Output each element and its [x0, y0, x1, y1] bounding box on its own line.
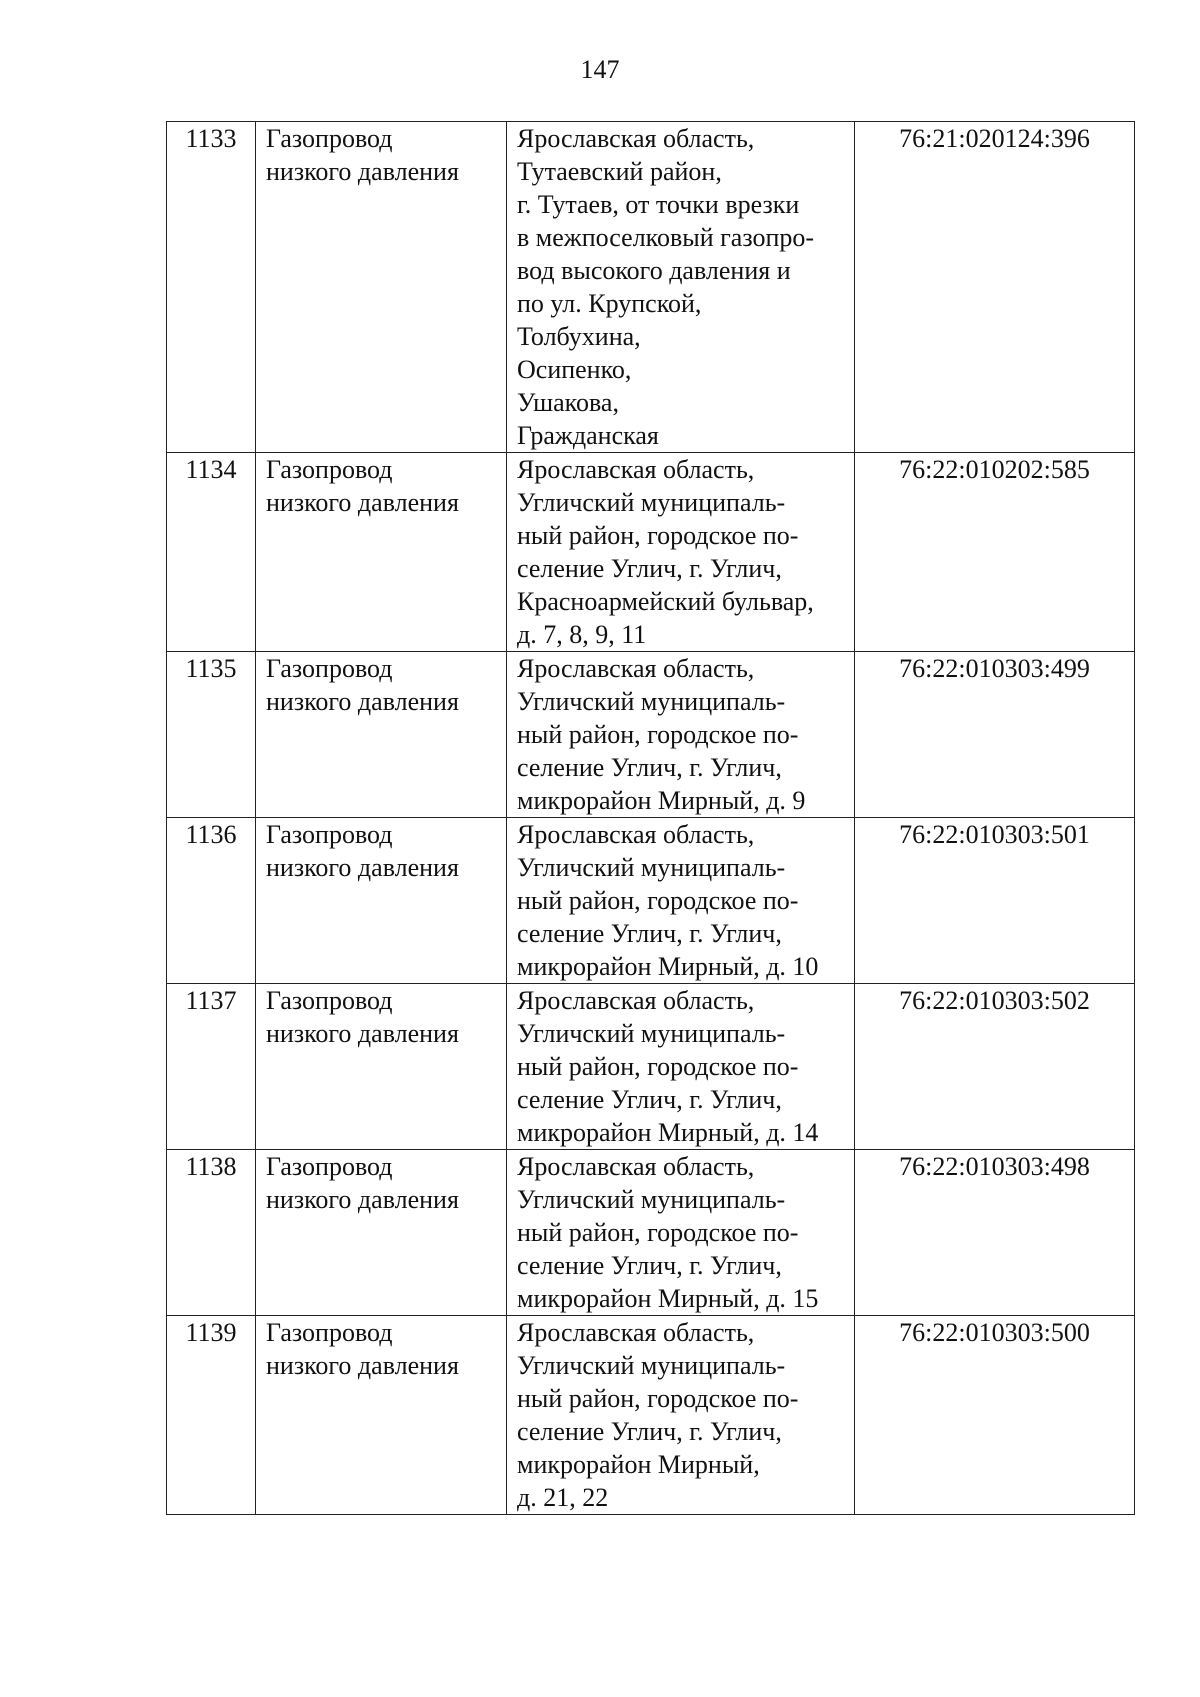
- page-number: 147: [580, 55, 620, 84]
- address-line: Ярославская область,: [517, 1318, 755, 1347]
- address-line: микрорайон Мирный, д. 14: [517, 1118, 819, 1147]
- address-cell: [507, 1150, 855, 1316]
- object-name-cell: [256, 818, 507, 984]
- address-line: Тутаевский район,: [517, 157, 722, 186]
- address-line: Угличский муниципаль-: [517, 1351, 786, 1380]
- address-line: селение Углич, г. Углич,: [517, 1417, 782, 1446]
- address-line: селение Углич, г. Углич,: [517, 1251, 782, 1280]
- table-row: [167, 1150, 1135, 1316]
- address-line: вод высокого давления и: [517, 256, 791, 285]
- address-line: по ул. Крупской,: [517, 289, 702, 318]
- row-number-cell: 1136: [167, 818, 256, 984]
- address-line: ный район, городское по-: [517, 1218, 799, 1247]
- row-number-cell: 1133: [167, 122, 256, 453]
- cadastral-number-cell: 76:22:010303:500: [855, 1316, 1135, 1515]
- address-cell: [507, 818, 855, 984]
- table-row: [167, 652, 1135, 818]
- address-line: селение Углич, г. Углич,: [517, 753, 782, 782]
- object-name-line: Газопровод: [266, 124, 393, 153]
- address-line: Гражданская: [517, 421, 659, 450]
- address-line: микрорайон Мирный,: [517, 1450, 760, 1479]
- object-name-cell: [256, 122, 507, 453]
- address-line: микрорайон Мирный, д. 9: [517, 786, 806, 815]
- table-row: [167, 984, 1135, 1150]
- object-name-line: низкого давления: [266, 853, 459, 882]
- row-number-cell: 1137: [167, 984, 256, 1150]
- address-line: селение Углич, г. Углич,: [517, 1085, 782, 1114]
- address-line: в межпоселковый газопро-: [517, 223, 815, 252]
- cadastral-number-cell: 76:21:020124:396: [855, 122, 1135, 453]
- object-name-line: Газопровод: [266, 654, 393, 683]
- object-name-cell: [256, 1316, 507, 1515]
- object-name-line: низкого давления: [266, 1185, 459, 1214]
- registry-table-body: [167, 122, 1135, 1515]
- address-cell: [507, 1316, 855, 1515]
- address-line: микрорайон Мирный, д. 15: [517, 1284, 819, 1313]
- object-name-line: Газопровод: [266, 1318, 393, 1347]
- address-line: Ушакова,: [517, 388, 619, 417]
- table-row: [167, 453, 1135, 652]
- address-line: Угличский муниципаль-: [517, 687, 786, 716]
- object-name-cell: [256, 453, 507, 652]
- object-name-line: Газопровод: [266, 455, 393, 484]
- row-number-cell: 1134: [167, 453, 256, 652]
- address-line: г. Тутаев, от точки врезки: [517, 190, 800, 219]
- address-line: Угличский муниципаль-: [517, 1019, 786, 1048]
- address-line: Угличский муниципаль-: [517, 1185, 786, 1214]
- object-name-cell: [256, 1150, 507, 1316]
- address-line: Ярославская область,: [517, 455, 755, 484]
- object-name-line: низкого давления: [266, 157, 459, 186]
- table-row: [167, 1316, 1135, 1515]
- address-line: селение Углич, г. Углич,: [517, 554, 782, 583]
- address-cell: [507, 652, 855, 818]
- object-name-line: низкого давления: [266, 687, 459, 716]
- address-line: ный район, городское по-: [517, 1384, 799, 1413]
- object-name-line: низкого давления: [266, 488, 459, 517]
- row-number-cell: 1139: [167, 1316, 256, 1515]
- address-line: д. 7, 8, 9, 11: [517, 620, 647, 649]
- object-name-line: низкого давления: [266, 1019, 459, 1048]
- address-line: Красноармейский бульвар,: [517, 587, 814, 616]
- cadastral-number-cell: 76:22:010303:499: [855, 652, 1135, 818]
- address-line: ный район, городское по-: [517, 886, 799, 915]
- table-row: [167, 818, 1135, 984]
- address-line: Угличский муниципаль-: [517, 853, 786, 882]
- object-name-line: Газопровод: [266, 1152, 393, 1181]
- address-line: Ярославская область,: [517, 820, 755, 849]
- address-line: ный район, городское по-: [517, 521, 799, 550]
- address-line: Ярославская область,: [517, 1152, 755, 1181]
- address-line: селение Углич, г. Углич,: [517, 919, 782, 948]
- cadastral-number-cell: 76:22:010202:585: [855, 453, 1135, 652]
- address-line: микрорайон Мирный, д. 10: [517, 952, 819, 981]
- address-line: Ярославская область,: [517, 986, 755, 1015]
- row-number-cell: 1138: [167, 1150, 256, 1316]
- cadastral-number-cell: 76:22:010303:501: [855, 818, 1135, 984]
- address-cell: [507, 453, 855, 652]
- address-cell: [507, 122, 855, 453]
- row-number-cell: 1135: [167, 652, 256, 818]
- object-name-cell: [256, 652, 507, 818]
- object-name-line: низкого давления: [266, 1351, 459, 1380]
- object-name-line: Газопровод: [266, 820, 393, 849]
- address-line: Угличский муниципаль-: [517, 488, 786, 517]
- object-name-line: Газопровод: [266, 986, 393, 1015]
- address-line: Толбухина,: [517, 322, 641, 351]
- cadastral-number-cell: 76:22:010303:498: [855, 1150, 1135, 1316]
- address-cell: [507, 984, 855, 1150]
- cadastral-number-cell: 76:22:010303:502: [855, 984, 1135, 1150]
- address-line: д. 21, 22: [517, 1483, 609, 1512]
- address-line: Осипенко,: [517, 355, 632, 384]
- object-name-cell: [256, 984, 507, 1150]
- address-line: Ярославская область,: [517, 124, 755, 153]
- table-row: [167, 122, 1135, 453]
- address-line: ный район, городское по-: [517, 720, 799, 749]
- registry-table: [166, 121, 1135, 1515]
- address-line: ный район, городское по-: [517, 1052, 799, 1081]
- address-line: Ярославская область,: [517, 654, 755, 683]
